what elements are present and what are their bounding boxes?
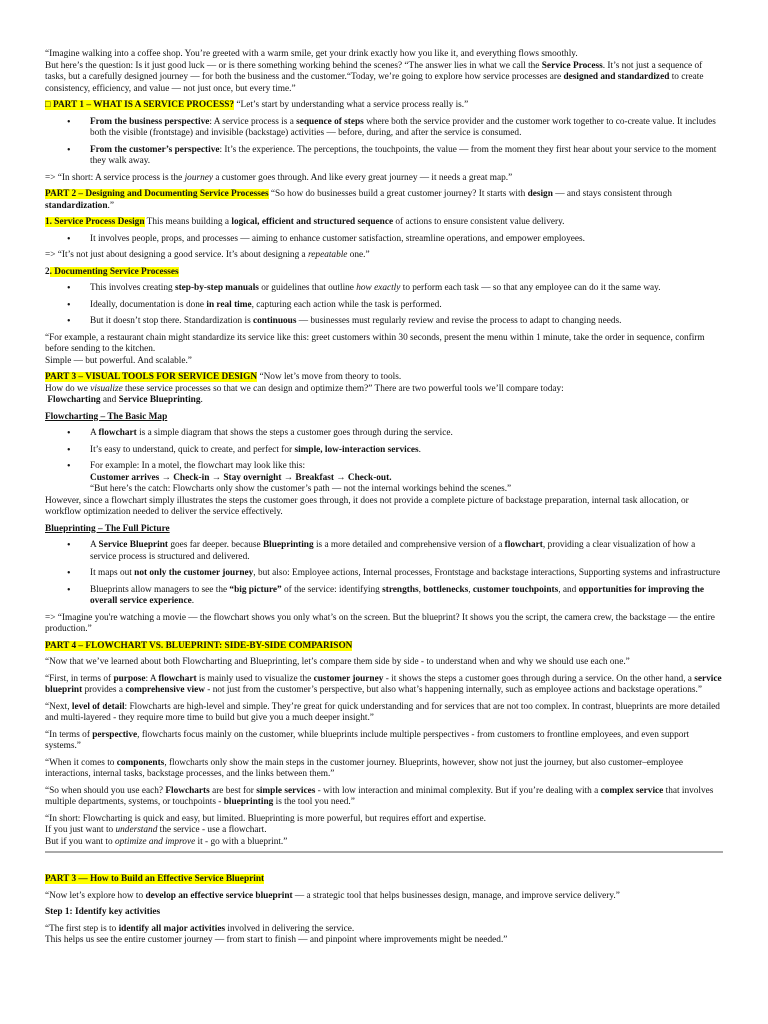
list-item: • From the customer’s perspective: It’s the experience. The perceptions, the touchpoints, the value — from the moment they first hear about your service to the moment they walk away. xyxy=(45,145,723,168)
part3-heading: PART 3 – VISUAL TOOLS FOR SERVICE DESIGN xyxy=(45,372,258,382)
intro-paragraph: “Imagine walking into a coffee shop. You’re greeted with a warm smile, get your drink exactly how you like it, and everything flows smoothly. But here’s the question: Is it just good luck — or is there something working behind the scenes? “The answer lies in what we call the Service Process. It’s not just a sequence of tasks, but a carefully designed journey — for both the business and the customer.“Today, we’re going to explore how service processes are designed and standardized to create consistency, efficiency, and value — not just once, but every time.” xyxy=(45,49,704,94)
comparison-components: “When it comes to components, flowcharts only show the main steps in the customer journey. Blueprints, however, show not just the journey, but also customer–employee interactions, internal tasks, backstage processes, and the links between them.” xyxy=(45,757,684,779)
list-item: • It involves people, props, and processes — aiming to enhance customer satisfaction, streamline operations, and empower employees. xyxy=(45,234,723,246)
blueprinting-heading: Blueprinting – The Full Picture xyxy=(45,523,170,534)
list-item: • A flowchart is a simple diagram that shows the steps a customer goes through during the service. xyxy=(45,428,723,440)
example-paragraph: “For example, a restaurant chain might standardize its service like this: greet customers within 30 seconds, present the menu within 1 minute, take the order in sequence, confirm before sending to the kitchen. Simple — but powerful. And scalable.” xyxy=(45,332,705,366)
list-item: • A Service Blueprint goes far deeper. because Blueprinting is a more detailed and comprehensive version of a flowchart, providing a clear visualization of how a service process is structured and delivered. xyxy=(45,540,723,563)
comparison-perspective: “In terms of perspective, flowcharts focus mainly on the customer, while blueprints include multiple perspectives - from customers to frontline employees, and even support systems.” xyxy=(45,729,690,751)
part2-heading: PART 2 – Designing and Documenting Service Processes xyxy=(45,189,269,199)
flowcharting-list xyxy=(45,428,723,496)
list-item: • It maps out not only the customer journey, but also: Employee actions, Internal processes, Frontstage and backstage interactions, Supporting systems and infrastructure xyxy=(45,568,723,580)
part1-heading: □ PART 1 – WHAT IS A SERVICE PROCESS? xyxy=(45,100,235,110)
part3-paragraph: PART 3 – VISUAL TOOLS FOR SERVICE DESIGN “Now let’s move from theory to tools. How do we visualize these service processes so that we can design and optimize them?” There are two powerful tools we’ll compare today: Flowcharting and Service Blueprinting. xyxy=(45,372,564,405)
part4-heading: PART 4 – FLOWCHART VS. BLUEPRINT: SIDE-BY-SIDE COMPARISON xyxy=(45,640,353,651)
list-item: • But it doesn’t stop there. Standardization is continuous — businesses must regularly review and revise the process to adapt to changing needs. xyxy=(45,316,723,328)
part4-heading-line xyxy=(45,641,723,653)
section2-list xyxy=(45,283,723,328)
blueprinting-list xyxy=(45,540,723,608)
flowcharting-heading: Flowcharting – The Basic Map xyxy=(45,411,168,422)
list-item: • Blueprints allow managers to see the “big picture” of the service: identifying strengths, bottlenecks, customer touchpoints, and opportunities for improving the overall service experience. xyxy=(45,585,723,608)
section1-heading: 1. Service Process Design xyxy=(45,217,145,227)
comparison-summary: “In short: Flowcharting is quick and easy, but limited. Blueprinting is more powerful, but requires effort and expertise. If you just want to understand the service - use a flowchart. But if you want to optimize and improve it - go with a blueprint.” xyxy=(45,813,486,847)
part1-heading-line: □ PART 1 – WHAT IS A SERVICE PROCESS? “Let’s start by understanding what a service process really is.” xyxy=(45,100,469,110)
flowchart-example: Customer arrives → Check-in → Stay overnight → Breakfast → Check-out. xyxy=(90,472,392,483)
list-item: • It’s easy to understand, quick to create, and perfect for simple, low-interaction services. xyxy=(45,445,723,457)
comparison-intro: “Now that we’ve learned about both Flowcharting and Blueprinting, let’s compare them side by side - to understand when and why we should use each one.” xyxy=(45,657,630,667)
section1-paragraph: 1. Service Process Design This means building a logical, efficient and structured sequence of actions to ensure consistent value delivery. xyxy=(45,217,565,227)
movie-analogy: => “Imagine you're watching a movie — the flowchart shows you only what’s on the screen. But the blueprint? It shows you the script, the camera crew, the backstage — the entire production.” xyxy=(45,612,715,634)
section1-list xyxy=(45,234,723,246)
step1-paragraph: “The first step is to identify all major activities involved in delivering the service. This helps us see the entire customer journey — from start to finish — and pinpoint where improvements might be needed.” xyxy=(45,923,508,945)
list-item: • For example: In a motel, the flowchart may look like this: Customer arrives → Check-in → Stay overnight → Breakfast → Check-out. “But here’s the catch: Flowcharts only show the customer’s path — not the internal workings behind the scenes.” xyxy=(45,461,723,496)
list-item: • This involves creating step-by-step manuals or guidelines that outline how exactly to perform each task — so that any employee can do it the same way. xyxy=(45,283,723,295)
section2-heading-line: 2. Documenting Service Processes xyxy=(45,266,179,277)
section2-heading: . Documenting Service Processes xyxy=(49,266,179,277)
short-summary: => “In short: A service process is the journey a customer goes through. And like every great journey — it needs a great map.” xyxy=(45,172,513,183)
part1-list xyxy=(45,117,723,168)
list-item: • From the business perspective: A service process is a sequence of steps where both the service provider and the customer work together to co-create value. It includes both the visible (frontstage) and invisible (backstage) activities — before, during, and after the service is consumed. xyxy=(45,117,723,140)
step1-heading: Step 1: Identify key activities xyxy=(45,907,161,917)
comparison-detail: “Next, level of detail: Flowcharts are high-level and simple. They’re great for quick understanding and for services that are not too complex. In contrast, blueprints are more detailed and multi-layered - they require more time to build but give you a much deeper insight.” xyxy=(45,701,720,723)
part2-paragraph: PART 2 – Designing and Documenting Service Processes “So how do businesses build a great customer journey? It starts with design — and stays consistent through standardization.” xyxy=(45,189,672,211)
document-body xyxy=(45,49,723,947)
list-item: • Ideally, documentation is done in real time, capturing each action while the task is performed. xyxy=(45,300,723,312)
comparison-purpose: “First, in terms of purpose: A flowchart is mainly used to visualize the customer journey - it shows the steps a customer goes through during a service. On the other hand, a service blueprint provides a comprehensive view - not just from the customer’s perspective, but also what’s happening internally, such as employee actions and backstage operations.” xyxy=(45,673,722,695)
blueprint-build-intro: “Now let’s explore how to develop an effective service blueprint — a strategic tool that helps businesses design, manage, and improve service delivery.” xyxy=(45,890,620,901)
part3b-heading-line xyxy=(45,874,723,886)
comparison-usage: “So when should you use each? Flowcharts are best for simple services - with low interaction and minimal complexity. But if you’re dealing with a complex service that involves multiple departments, systems, or touchpoints - blueprinting is the tool you need.” xyxy=(45,785,714,807)
part3b-heading: PART 3 — How to Build an Effective Service Blueprint xyxy=(45,874,265,884)
section1-note: => “It’s not just about designing a good service. It’s about designing a repeatable one.” xyxy=(45,250,370,260)
flowchart-limitation: However, since a flowchart simply illustrates the steps the customer goes through, it does not provide a complete picture of backstage preparation, internal task allocation, or workflow optimization needed to deliver the service effectively. xyxy=(45,495,689,517)
